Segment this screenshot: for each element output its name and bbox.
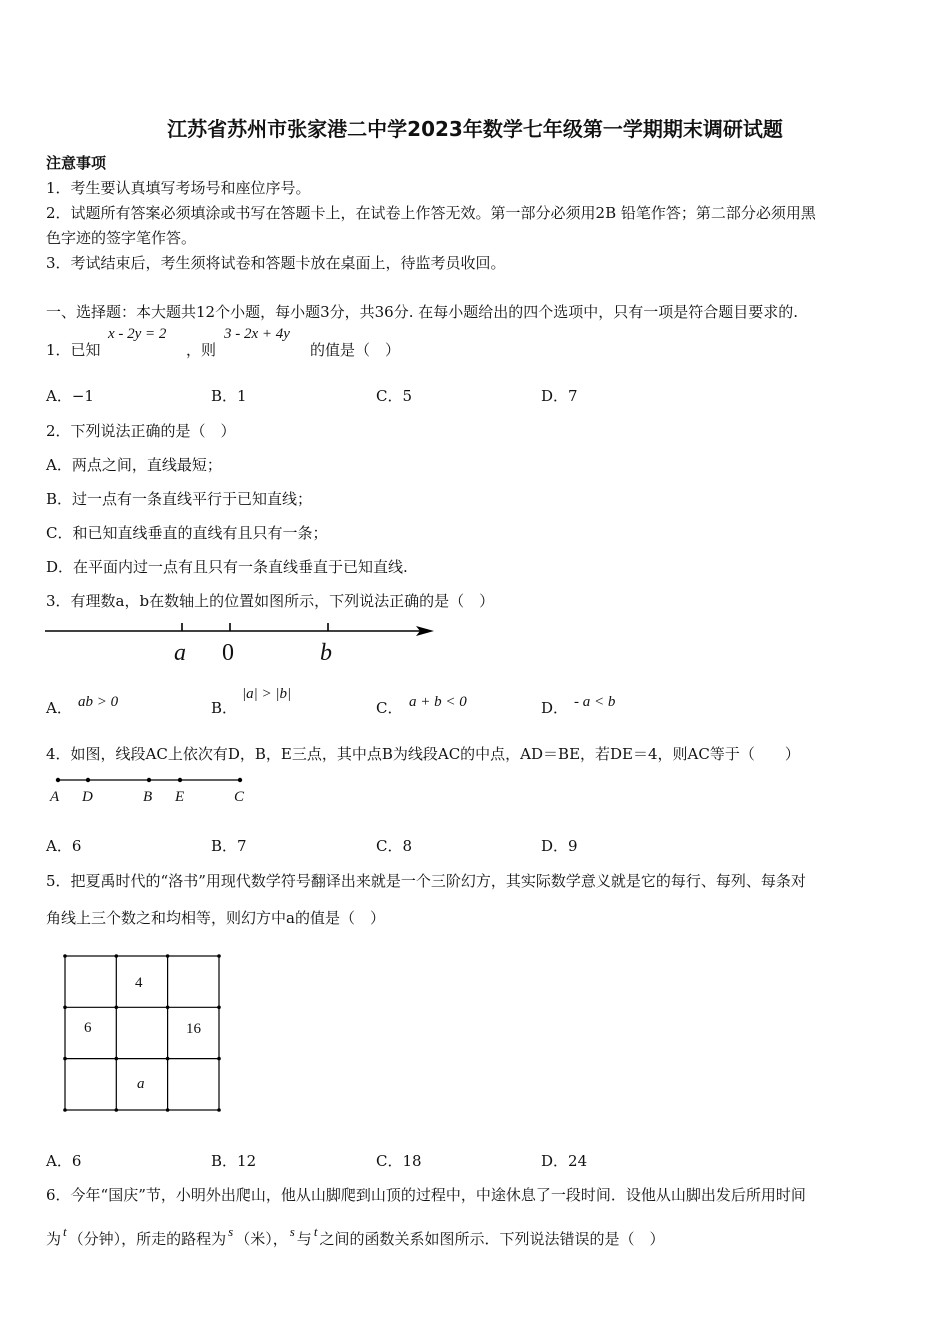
axis-label-b: b	[320, 640, 332, 666]
notice-item-2-cont: 色字迹的签字笔作答。	[46, 229, 197, 247]
q4-option-c: C．8	[376, 837, 413, 855]
q1-suffix: 的值是（ ）	[310, 341, 401, 359]
page-title: 江苏省苏州市张家港二中学2023年数学七年级第一学期期末调研试题	[167, 117, 783, 141]
label-d: D	[82, 789, 93, 805]
grid-cell-a: a	[137, 1076, 145, 1092]
grid-cell-16: 16	[186, 1021, 201, 1037]
segment-diagram	[50, 774, 250, 786]
grid-cell-6: 6	[84, 1020, 92, 1036]
q4-option-b: B．7	[211, 837, 247, 855]
q5-option-d: D．24	[541, 1152, 588, 1170]
q1-option-c: C．5	[376, 387, 413, 405]
label-e: E	[175, 789, 185, 805]
q1-expr1: x - 2y = 2	[108, 326, 167, 342]
point-c	[238, 778, 242, 782]
notice-item-2: 2．试题所有答案必须填涂或书写在答题卡上，在试卷上作答无效。第一部分必须用2B 铅笔作答；第二部分必须用黑	[46, 204, 816, 222]
point-a	[56, 778, 60, 782]
q6-text-2: （分钟），所走的路程为	[68, 1230, 227, 1248]
q3-option-d-expr: - a < b	[574, 694, 616, 710]
q2-stem: 2．下列说法正确的是（ ）	[46, 422, 236, 440]
q5-stem-line1: 5．把夏禹时代的“洛书”用现代数学符号翻译出来就是一个三阶幻方，其实际数学意义就是它的每行、每列、每条对	[46, 872, 806, 890]
label-a: A	[50, 789, 60, 805]
axis-label-zero: 0	[222, 640, 234, 666]
q5-option-b: B．12	[211, 1152, 257, 1170]
label-b: B	[143, 789, 153, 805]
q3-option-c-letter: C．	[376, 699, 403, 717]
q6-var-t2: t	[313, 1224, 318, 1239]
q2-option-d: D．在平面内过一点有且只有一条直线垂直于已知直线.	[46, 558, 408, 576]
q6-text-5: 之间的函数关系如图所示．下列说法错误的是（ ）	[319, 1230, 665, 1248]
axis-label-a: a	[174, 640, 186, 666]
q3-option-c-expr: a + b < 0	[409, 694, 467, 710]
q6-text-3: （米），	[235, 1230, 288, 1248]
q6-line2	[46, 1222, 664, 1249]
q4-option-a: A．6	[46, 837, 82, 855]
q3-stem: 3．有理数a，b在数轴上的位置如图所示，下列说法正确的是（ ）	[46, 592, 495, 610]
q1-prefix: 1．已知	[46, 341, 101, 359]
number-line	[44, 618, 444, 648]
q3-option-b-letter: B．	[211, 699, 238, 717]
q4-stem: 4．如图，线段AC上依次有D，B，E三点，其中点B为线段AC的中点，AD＝BE，若DE＝4，则AC等于（ ）	[46, 745, 800, 763]
q3-option-a-expr: ab > 0	[78, 694, 119, 710]
point-e	[178, 778, 182, 782]
q6-text-1: 为	[46, 1230, 62, 1248]
q1-mid: ，则	[186, 341, 217, 359]
q1-option-d: D．7	[541, 387, 578, 405]
notice-item-1: 1．考生要认真填写考场号和座位序号。	[46, 179, 311, 197]
q6-var-t1: t	[63, 1224, 67, 1239]
q1-option-b: B．1	[211, 387, 247, 405]
q2-option-c: C．和已知直线垂直的直线有且只有一条；	[46, 524, 328, 542]
q4-option-d: D．9	[541, 837, 578, 855]
q5-option-a: A．6	[46, 1152, 82, 1170]
point-b	[147, 778, 151, 782]
q6-var-s2: s	[289, 1224, 295, 1239]
grid-cell-4: 4	[135, 975, 143, 991]
section-heading: 一、选择题：本大题共12个小题，每小题3分，共36分. 在每小题给出的四个选项中，只有一项是符合题目要求的.	[46, 303, 799, 321]
q1-option-a: A．−1	[46, 387, 94, 405]
q2-option-a: A．两点之间，直线最短；	[46, 456, 222, 474]
q1-expr2: 3 - 2x + 4y	[224, 326, 290, 342]
q5-option-c: C．18	[376, 1152, 422, 1170]
q3-option-b-expr: |a| > |b|	[242, 686, 292, 702]
label-c: C	[234, 789, 245, 805]
q2-option-b: B．过一点有一条直线平行于已知直线；	[46, 490, 313, 508]
q5-stem-line2: 角线上三个数之和均相等，则幻方中a的值是（ ）	[46, 909, 385, 927]
notice-item-3: 3．考试结束后，考生须将试卷和答题卡放在桌面上，待监考员收回。	[46, 254, 506, 272]
q3-option-a-letter: A．	[46, 699, 72, 717]
q6-var-s1: s	[228, 1224, 234, 1239]
point-d	[86, 778, 90, 782]
q3-option-d-letter: D．	[541, 699, 569, 717]
q6-text-4: 与	[296, 1230, 312, 1248]
q6-line1: 6．今年“国庆”节，小明外出爬山，他从山脚爬到山顶的过程中，中途休息了一段时间．设他从山脚出发后所用时间	[46, 1186, 806, 1204]
notice-heading: 注意事项	[46, 154, 107, 172]
